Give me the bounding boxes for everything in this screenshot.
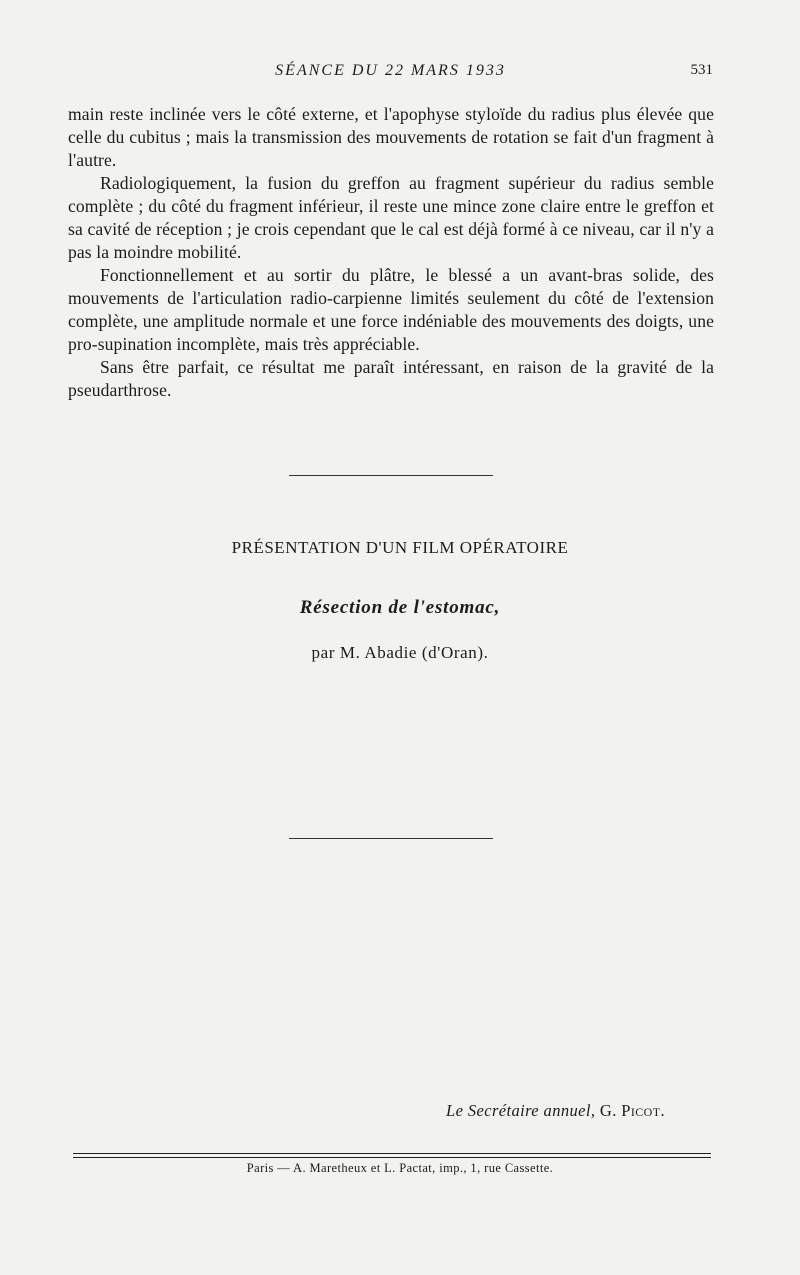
footer-rule: [73, 1153, 711, 1154]
footer-rule-double: [73, 1157, 711, 1158]
section-title: PRÉSENTATION D'UN FILM OPÉRATOIRE: [231, 538, 569, 557]
section-divider-top: [289, 475, 493, 476]
running-head: [68, 62, 713, 86]
signature-name: G. Picot.: [599, 1101, 665, 1120]
body-text: [68, 103, 714, 402]
page-number: 531: [690, 62, 713, 78]
printer-imprint: Paris — A. Maretheux et L. Pactat, imp., 1, rue Cassette.: [246, 1161, 554, 1175]
signature-role: Le Secrétaire annuel,: [446, 1101, 596, 1120]
section-author: par M. Abadie (d'Oran).: [311, 643, 489, 662]
section-subtitle: Résection de l'estomac,: [299, 597, 501, 618]
section-divider-bottom: [289, 838, 493, 839]
paragraph-conclusion: Sans être parfait, ce résultat me paraît intéressant, en raison de la gravité de la pseudarthrose.: [68, 357, 714, 400]
paragraph-radiology: Radiologiquement, la fusion du greffon au fragment supérieur du radius semble complète ; du côté du fragment inférieur, il reste une mince zone claire entre le greffon et sa cavité de réception ; je crois cependant que le cal est déjà formé à ce niveau, car il n'y a pas la moindre mobilité.: [68, 173, 714, 262]
running-title: SÉANCE DU 22 MARS 1933: [275, 62, 506, 79]
paragraph-function: Fonctionnellement et au sortir du plâtre, le blessé a un avant-bras solide, des mouvements de l'articulation radio-carpienne limités seulement du côté de l'extension complète, une amplitude normale et une force indéniable des mouvements des doigts, une pro-supination incomplète, mais très appréciable.: [68, 265, 714, 354]
paragraph-continuation: main reste inclinée vers le côté externe, et l'apophyse styloïde du radius plus élevée que celle du cubitus ; mais la transmission des mouvements de rotation se fait d'un fragment à l'autre.: [68, 104, 714, 170]
signature: [446, 1101, 665, 1121]
